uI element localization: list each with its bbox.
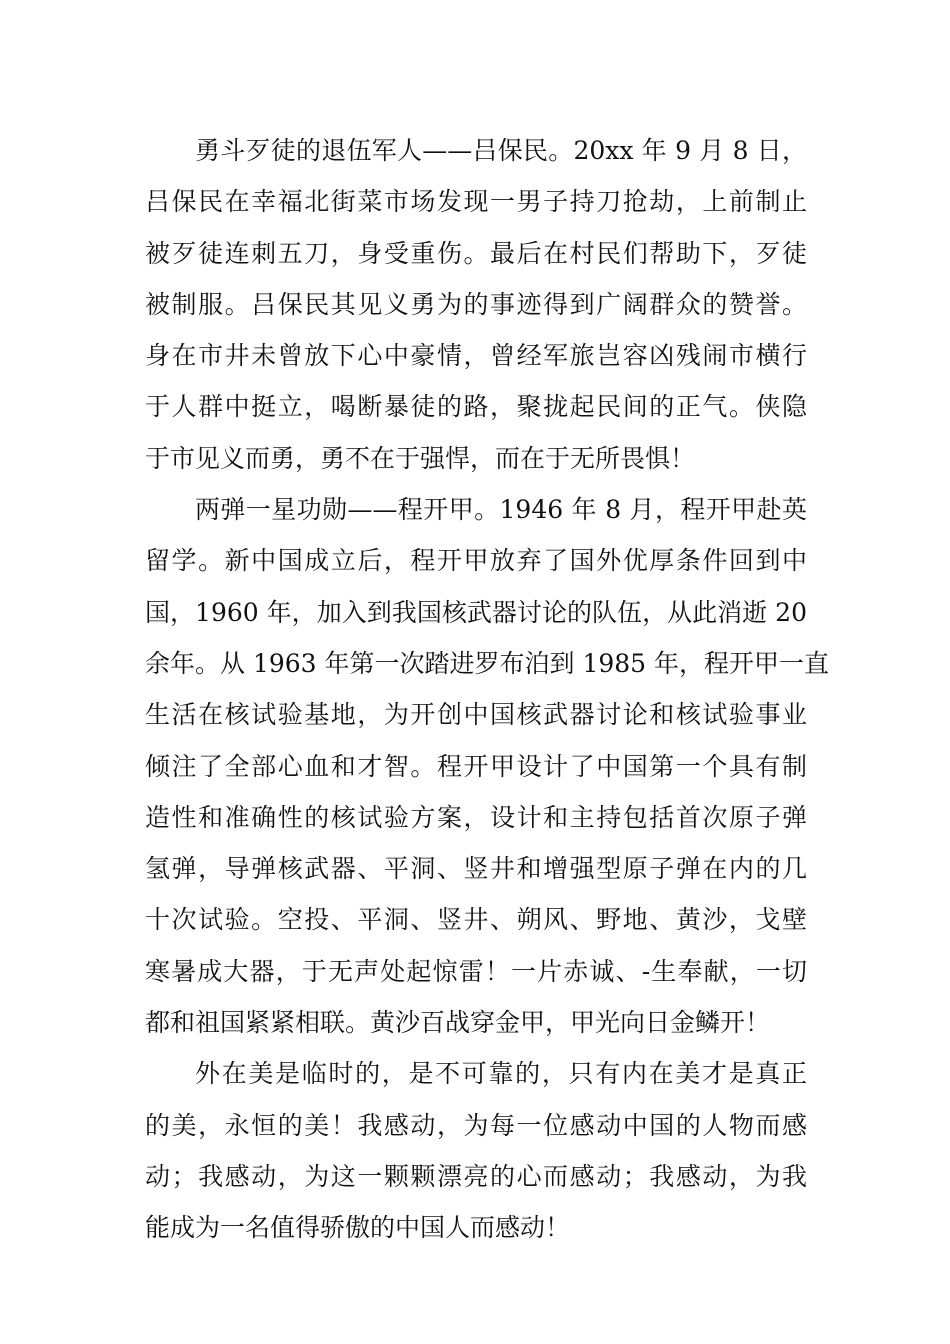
text-line: 余年。从 1963 年第一次踏进罗布泊到 1985 年，程开甲一直: [145, 648, 830, 678]
text-line: 勇斗歹徒的退伍军人——吕保民。20xx 年 9 月 8 日，: [195, 136, 807, 165]
text-line: 于人群中挺立，喝断暴徒的路，聚拢起民间的正气。侠隐: [145, 392, 807, 422]
text-line: 造性和准确性的核试验方案，设计和主持包括首次原子弹: [145, 802, 807, 832]
text-line: 十次试验。空投、平洞、竖井、朔风、野地、黄沙，戈壁: [145, 905, 807, 935]
text-line: 身在市井未曾放下心中豪情，曾经军旅岂容凶残闹市横行: [145, 341, 807, 371]
paragraph-lv-baomin: [145, 125, 807, 484]
text-line: 都和祖国紧紧相联。黄沙百战穿金甲，甲光向日金鳞开！: [145, 1008, 771, 1038]
text-line: 动；我感动，为这一颗颗漂亮的心而感动；我感动，为我: [145, 1161, 807, 1191]
text-line: 能成为一名值得骄傲的中国人而感动！: [145, 1213, 571, 1243]
text-line: 被歹徒连刺五刀，身受重伤。最后在村民们帮助下，歹徒: [145, 238, 807, 268]
text-line: 被制服。吕保民其见义勇为的事迹得到广阔群众的赞誉。: [145, 289, 807, 319]
text-line: 的美，永恒的美！我感动，为每一位感动中国的人物而感: [145, 1110, 807, 1140]
text-line: 于市见义而勇，勇不在于强悍，而在于无所畏惧！: [145, 443, 696, 473]
document-body: [145, 125, 830, 1254]
paragraph-conclusion: [145, 1048, 807, 1253]
text-line: 外在美是临时的，是不可靠的，只有内在美才是真正: [195, 1059, 807, 1089]
text-line: 氢弹，导弹核武器、平洞、竖井和增强型原子弹在内的几: [145, 854, 807, 884]
paragraph-cheng-kaijia: [145, 484, 830, 1048]
text-line: 国，1960 年，加入到我国核武器讨论的队伍，从此消逝 20: [145, 597, 807, 627]
text-line: 倾注了全部心血和才智。程开甲设计了中国第一个具有制: [145, 751, 807, 781]
text-line: 留学。新中国成立后，程开甲放弃了国外优厚条件回到中: [145, 546, 807, 576]
text-line: 两弹一星功勋——程开甲。1946 年 8 月，程开甲赴英: [195, 495, 807, 525]
text-line: 寒暑成大器，于无声处起惊雷！一片赤诚、-生奉献，一切: [145, 956, 807, 986]
text-line: 生活在核试验基地，为开创中国核武器讨论和核试验事业: [145, 700, 807, 730]
text-line: 吕保民在幸福北街菜市场发现一男子持刀抢劫，上前制止: [145, 187, 807, 217]
